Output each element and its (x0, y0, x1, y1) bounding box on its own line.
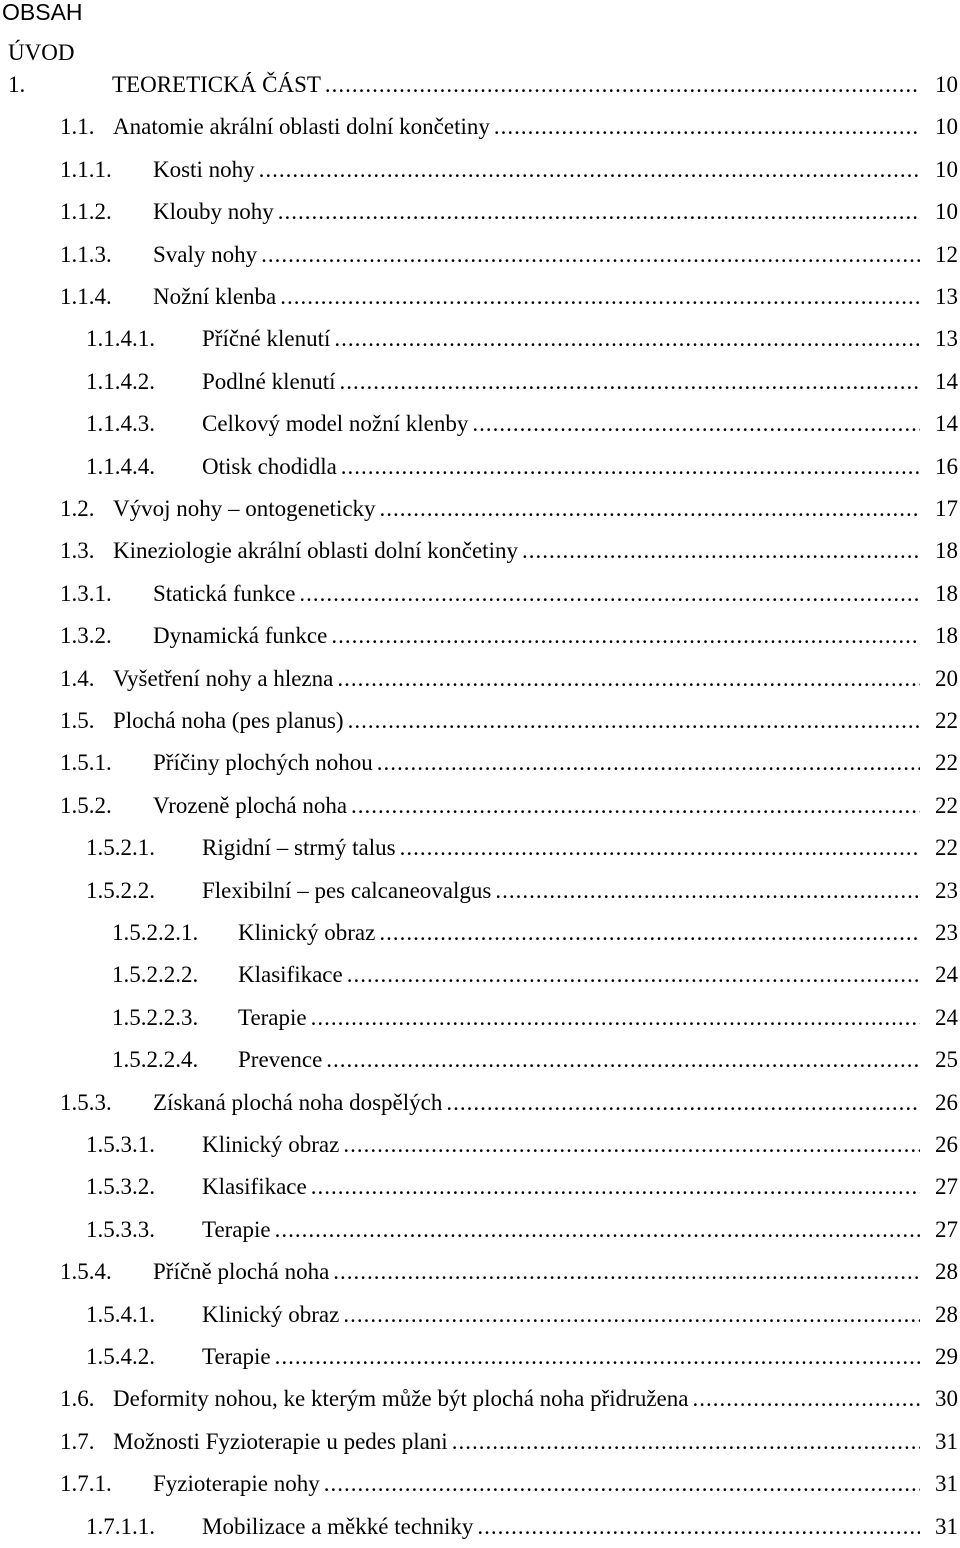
toc-entry[interactable] (0, 785, 960, 827)
toc-entry[interactable] (0, 912, 960, 954)
toc-entry-number: 1.5.2.2. (86, 877, 155, 903)
toc-dot-leader (278, 199, 920, 225)
toc-entry-page-number: 31 (935, 1428, 958, 1454)
toc-entry-label: Terapie (202, 1344, 271, 1369)
toc-entry-page-number: 23 (935, 920, 958, 945)
toc-entry[interactable] (0, 700, 960, 742)
toc-dot-leader (311, 1174, 920, 1200)
toc-entry-page-number: 26 (935, 1089, 958, 1115)
toc-entry[interactable] (0, 1209, 960, 1251)
toc-entry-label: Kosti nohy (153, 156, 255, 182)
toc-entry-label: Vyšetření nohy a hlezna (113, 665, 334, 691)
toc-entry-page-number: 31 (935, 1513, 958, 1539)
toc-dot-leader (324, 1471, 920, 1497)
toc-entry-page-number: 10 (935, 114, 958, 140)
toc-entry-number: 1.7.1. (60, 1471, 112, 1497)
toc-entry-label: Vývoj nohy – ontogeneticky (113, 496, 376, 521)
toc-entry-page-number: 23 (935, 877, 958, 903)
toc-dot-leader (299, 581, 920, 607)
toc-entry-label: Svaly nohy (153, 241, 258, 267)
toc-dot-leader (477, 1514, 920, 1540)
toc-entry-label: Terapie (238, 1004, 307, 1030)
toc-entry-number: 1.5.2.1. (86, 835, 155, 861)
toc-entry[interactable] (0, 1251, 960, 1293)
toc-dot-leader (275, 1344, 920, 1370)
toc-entry-page-number: 17 (935, 496, 958, 521)
toc-entry-label: Anatomie akrální oblasti dolní končetiny (113, 114, 490, 140)
toc-dot-leader (495, 878, 920, 904)
toc-entry-page-number: 13 (935, 326, 958, 352)
toc-entry-number: 1.5.4.2. (86, 1344, 155, 1369)
toc-dot-leader (333, 1259, 920, 1285)
toc-entry[interactable] (0, 1124, 960, 1166)
toc-entry-page-number: 22 (935, 792, 958, 818)
toc-entry-number: 1.3.2. (60, 623, 112, 649)
toc-entry-label: Rigidní – strmý talus (202, 835, 396, 861)
toc-entry-label: Celkový model nožní klenby (202, 411, 469, 437)
toc-entry-page-number: 18 (935, 623, 958, 649)
toc-entry-number: 1.5.3.2. (86, 1174, 155, 1200)
toc-entry-number: 1.5.2.2.1. (112, 920, 199, 945)
toc-entry-number: 1.1.4.1. (86, 326, 155, 352)
toc-entry-number: 1.5.3.1. (86, 1132, 155, 1157)
toc-entry-label: Dynamická funkce (153, 623, 328, 649)
toc-entry[interactable] (0, 488, 960, 530)
toc-entry[interactable] (0, 827, 960, 869)
toc-dot-leader (351, 793, 920, 819)
toc-dot-leader (348, 708, 920, 734)
toc-dot-leader (340, 369, 920, 395)
toc-entry-page-number: 28 (935, 1259, 958, 1285)
toc-entry-page-number: 22 (935, 750, 958, 776)
toc-entry-page-number: 24 (935, 1004, 958, 1030)
toc-entry[interactable] (0, 1378, 960, 1420)
toc-dot-leader (692, 1386, 920, 1412)
toc-entry[interactable] (0, 191, 960, 233)
toc-entry[interactable] (0, 742, 960, 784)
toc-entry-label: Vrozeně plochá noha (153, 792, 348, 818)
toc-dot-leader (331, 623, 920, 649)
toc-entry-number: 1.1.2. (60, 199, 112, 225)
toc-entry-page-number: 27 (935, 1216, 958, 1242)
toc-entry[interactable] (0, 997, 960, 1039)
toc-entry-label: Deformity nohou, ke kterým může být plochá noha přidružena (113, 1386, 689, 1412)
toc-entry-page-number: 14 (935, 411, 958, 437)
toc-entry-label: Nožní klenba (153, 284, 277, 309)
toc-entry-page-number: 10 (935, 72, 958, 97)
toc-entry-number: 1.1. (60, 114, 95, 140)
toc-entry[interactable] (0, 1421, 960, 1463)
toc-entry-label: Klasifikace (238, 962, 343, 988)
toc-entry-number: 1.7. (60, 1428, 95, 1454)
toc-dot-leader (275, 1217, 920, 1243)
toc-entry[interactable] (0, 954, 960, 996)
toc-entry-page-number: 10 (935, 199, 958, 225)
toc-entry[interactable] (0, 276, 960, 318)
toc-entry-label: Získaná plochá noha dospělých (153, 1089, 443, 1115)
toc-entry-label: Plochá noha (pes planus) (113, 708, 344, 733)
toc-entry-page-number: 20 (935, 665, 958, 691)
toc-entry-page-number: 30 (935, 1386, 958, 1412)
toc-entry-page-number: 18 (935, 580, 958, 606)
toc-entry-label: Fyzioterapie nohy (153, 1471, 320, 1497)
toc-entry[interactable] (0, 106, 960, 148)
toc-entry-page-number: 24 (935, 962, 958, 988)
toc-entry[interactable] (0, 234, 960, 276)
toc-entry-number: 1.5.2.2.4. (112, 1047, 199, 1073)
toc-entry[interactable] (0, 530, 960, 572)
toc-entry-number: 1.5. (60, 708, 95, 733)
page-title: OBSAH (2, 0, 83, 25)
toc-entry[interactable] (0, 1039, 960, 1081)
toc-entry-page-number: 25 (935, 1047, 958, 1073)
toc-entry-page-number: 31 (935, 1471, 958, 1497)
toc-entry-number: 1.5.1. (60, 750, 112, 776)
toc-dot-leader (259, 157, 920, 183)
toc-entry-page-number: 27 (935, 1174, 958, 1200)
toc-entry-number: 1.1.4.3. (86, 411, 155, 437)
toc-entry[interactable] (0, 149, 960, 191)
toc-dot-leader (400, 835, 920, 861)
toc-entry-number: 1.2. (60, 496, 95, 521)
toc-entry-number: 1.5.2.2.2. (112, 962, 199, 988)
toc-entry-label: Statická funkce (153, 580, 296, 606)
toc-entry-number: 1.5.3.3. (86, 1216, 155, 1242)
toc-entry-page-number: 28 (935, 1301, 958, 1327)
toc-dot-leader (280, 284, 920, 310)
toc-entry-page-number: 18 (935, 538, 958, 564)
toc-dot-leader (494, 114, 920, 140)
toc-entry[interactable] (0, 1336, 960, 1378)
toc-entry-label: Kineziologie akrální oblasti dolní končetiny (113, 538, 518, 564)
toc-dot-leader (334, 326, 920, 352)
toc-entry[interactable] (0, 1506, 960, 1548)
toc-dot-leader (472, 411, 920, 437)
toc-entry-label: Podlné klenutí (202, 368, 336, 394)
toc-entry-label: Možnosti Fyzioterapie u pedes plani (113, 1428, 448, 1454)
toc-dot-leader (261, 242, 920, 268)
toc-entry[interactable] (0, 1082, 960, 1124)
toc-entry[interactable] (0, 615, 960, 657)
toc-entry-number: 1.5.3. (60, 1089, 112, 1115)
toc-entry-label: Flexibilní – pes calcaneovalgus (202, 877, 492, 903)
toc-entry-label: TEORETICKÁ ČÁST (112, 72, 321, 97)
toc-dot-leader (377, 750, 920, 776)
toc-entry-number: 1.1.4.4. (86, 453, 155, 479)
toc-entry-label: Terapie (202, 1216, 271, 1242)
toc-dot-leader (311, 1005, 920, 1031)
toc-entry-number: 1.5.4.1. (86, 1301, 155, 1327)
toc-dot-leader (347, 962, 920, 988)
toc-entry-label: Klinický obraz (202, 1301, 340, 1327)
toc-entry-label: Prevence (238, 1047, 323, 1073)
toc-entry[interactable] (0, 64, 960, 106)
toc-entry-number: 1.4. (60, 665, 95, 691)
toc-entry-label: Klasifikace (202, 1174, 307, 1200)
toc-entry[interactable] (0, 403, 960, 445)
toc-entry-number: 1.1.1. (60, 156, 112, 182)
toc-entry-number: 1.5.4. (60, 1259, 112, 1285)
toc-entry-label: Otisk chodidla (202, 453, 337, 479)
toc-entry[interactable] (0, 658, 960, 700)
toc-entry-page-number: 10 (935, 156, 958, 182)
toc-entry[interactable] (0, 1463, 960, 1505)
toc-entry[interactable] (0, 361, 960, 403)
toc-entry-label: Mobilizace a měkké techniky (202, 1513, 474, 1539)
toc-entry-page-number: 29 (935, 1344, 958, 1369)
toc-dot-leader (341, 454, 920, 480)
toc-entry[interactable] (0, 870, 960, 912)
toc-dot-leader (522, 538, 920, 564)
toc-entry-label: Klinický obraz (202, 1132, 340, 1157)
toc-entry-label: Příčné klenutí (202, 326, 331, 352)
toc-entry-page-number: 14 (935, 368, 958, 394)
toc-entry-number: 1.5.2. (60, 792, 112, 818)
toc-entry-label: Klouby nohy (153, 199, 274, 225)
toc-entry-page-number: 22 (935, 708, 958, 733)
toc-entry-label: Příčiny plochých nohou (153, 750, 373, 776)
toc-entry[interactable] (0, 446, 960, 488)
toc-entry-number: 1.1.4. (60, 284, 112, 309)
toc-dot-leader (380, 496, 920, 522)
toc-entry[interactable] (0, 573, 960, 615)
toc-entry-number: 1.3. (60, 538, 95, 564)
toc-dot-leader (343, 1302, 920, 1328)
toc-entry[interactable] (0, 318, 960, 360)
toc-dot-leader (326, 1047, 920, 1073)
toc-dot-leader (337, 666, 920, 692)
intro-entry[interactable]: ÚVOD (8, 40, 75, 65)
toc-entry-number: 1.5.2.2.3. (112, 1004, 199, 1030)
toc-dot-leader (325, 72, 920, 98)
toc-entry-number: 1.3.1. (60, 580, 112, 606)
toc-entry-page-number: 26 (935, 1132, 958, 1157)
toc-entry-number: 1.1.3. (60, 241, 112, 267)
toc-entry-page-number: 22 (935, 835, 958, 861)
toc-dot-leader (343, 1132, 920, 1158)
toc-dot-leader (379, 920, 920, 946)
toc-entry-page-number: 16 (935, 453, 958, 479)
toc-dot-leader (446, 1090, 920, 1116)
toc-entry-label: Příčně plochá noha (153, 1259, 330, 1285)
toc-entry-number: 1.1.4.2. (86, 368, 155, 394)
toc-entry-label: Klinický obraz (238, 920, 376, 945)
toc-entry-number: 1. (8, 72, 26, 97)
toc-entry-page-number: 12 (935, 241, 958, 267)
toc-entry-number: 1.6. (60, 1386, 95, 1412)
toc-entry[interactable] (0, 1294, 960, 1336)
toc-dot-leader (452, 1429, 920, 1455)
toc-entry[interactable] (0, 1166, 960, 1208)
toc-entry-number: 1.7.1.1. (86, 1513, 155, 1539)
toc-entry-page-number: 13 (935, 284, 958, 309)
